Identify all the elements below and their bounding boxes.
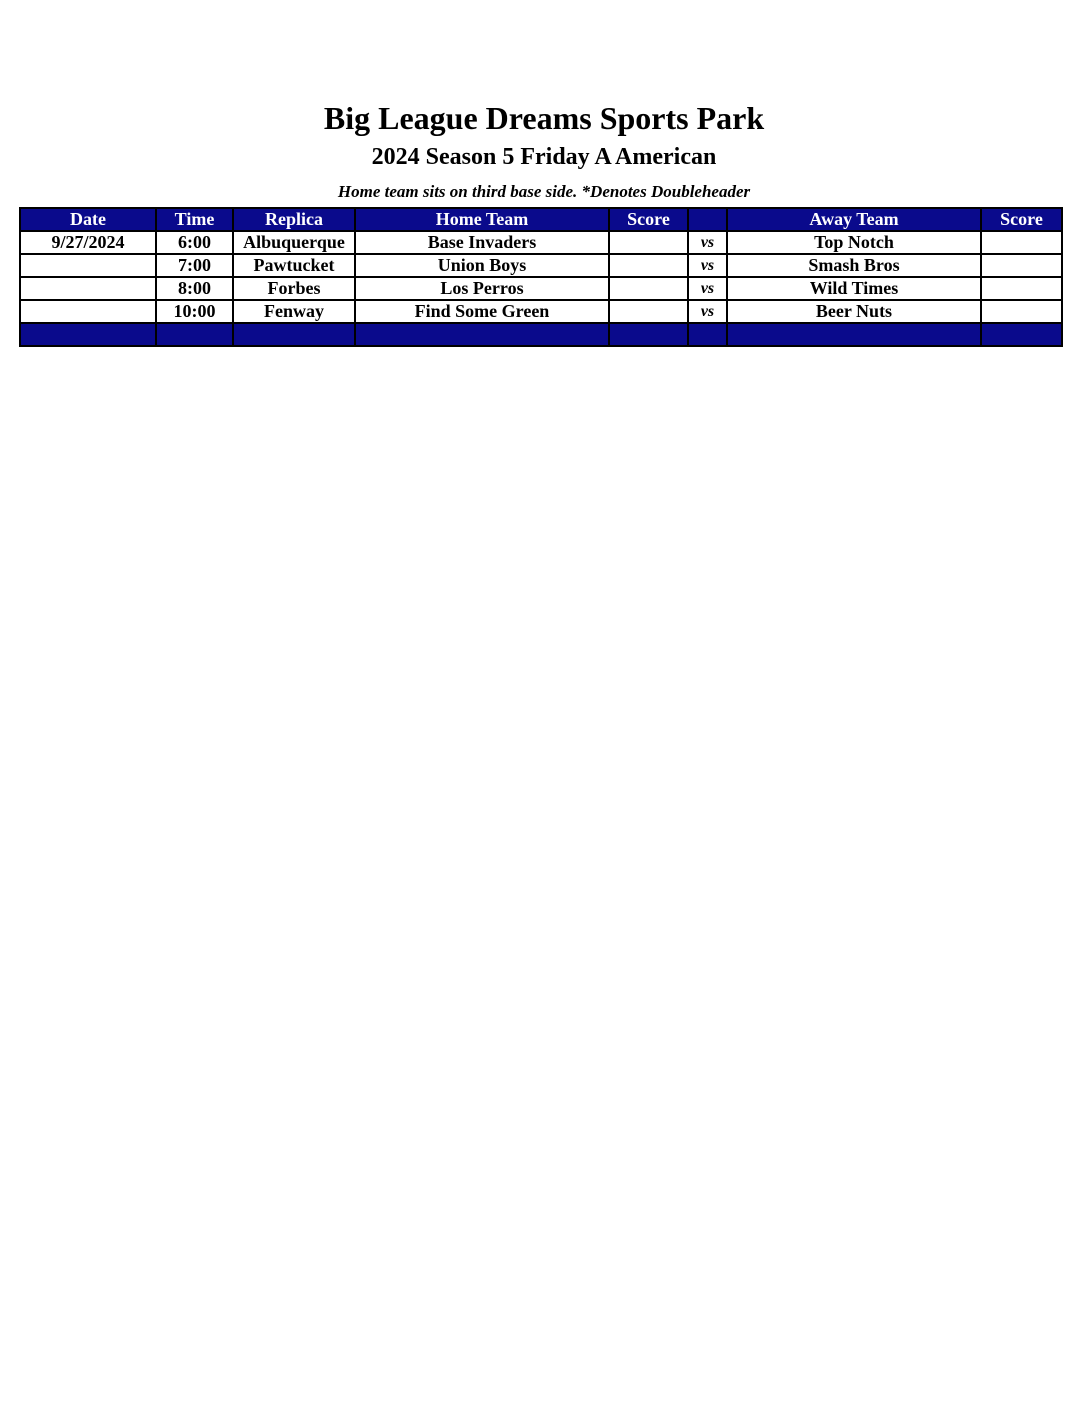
footer-cell (688, 323, 727, 346)
footer-cell (355, 323, 609, 346)
cell-replica: Pawtucket (233, 254, 355, 277)
cell-home-score (609, 231, 688, 254)
column-header-vs (688, 208, 727, 231)
cell-away-score (981, 231, 1062, 254)
page-title: Big League Dreams Sports Park (323, 100, 765, 136)
table-header-row (20, 208, 1062, 231)
cell-home-team: Los Perros (355, 277, 609, 300)
cell-home-team: Base Invaders (355, 231, 609, 254)
column-header-replica: Replica (233, 208, 355, 231)
cell-date (20, 300, 156, 323)
footer-cell (981, 323, 1062, 346)
footer-cell (233, 323, 355, 346)
column-header-home-score: Score (609, 208, 688, 231)
cell-date (20, 254, 156, 277)
column-header-away-score: Score (981, 208, 1062, 231)
column-header-home-team: Home Team (355, 208, 609, 231)
page-subtitle: 2024 Season 5 Friday A American (371, 144, 717, 170)
cell-replica: Fenway (233, 300, 355, 323)
column-header-date: Date (20, 208, 156, 231)
footer-cell (727, 323, 981, 346)
cell-away-score (981, 300, 1062, 323)
cell-replica: Albuquerque (233, 231, 355, 254)
footer-cell (20, 323, 156, 346)
cell-date: 9/27/2024 (20, 231, 156, 254)
cell-replica: Forbes (233, 277, 355, 300)
cell-home-score (609, 277, 688, 300)
cell-date (20, 277, 156, 300)
cell-time: 6:00 (156, 231, 233, 254)
cell-away-score (981, 277, 1062, 300)
cell-away-team: Smash Bros (727, 254, 981, 277)
table-row (20, 277, 1062, 300)
cell-home-score (609, 254, 688, 277)
cell-time: 8:00 (156, 277, 233, 300)
cell-time: 7:00 (156, 254, 233, 277)
column-header-away-team: Away Team (727, 208, 981, 231)
cell-home-team: Find Some Green (355, 300, 609, 323)
table-row (20, 231, 1062, 254)
cell-home-score (609, 300, 688, 323)
footer-cell (609, 323, 688, 346)
cell-vs: vs (688, 254, 727, 277)
schedule-note: Home team sits on third base side. *Denotes Doubleheader (337, 182, 751, 201)
schedule-table (19, 207, 1063, 347)
cell-away-score (981, 254, 1062, 277)
column-header-time: Time (156, 208, 233, 231)
footer-cell (156, 323, 233, 346)
cell-vs: vs (688, 277, 727, 300)
cell-away-team: Beer Nuts (727, 300, 981, 323)
cell-vs: vs (688, 231, 727, 254)
cell-away-team: Wild Times (727, 277, 981, 300)
cell-vs: vs (688, 300, 727, 323)
cell-time: 10:00 (156, 300, 233, 323)
table-footer-row (20, 323, 1062, 346)
table-row (20, 254, 1062, 277)
table-row (20, 300, 1062, 323)
cell-home-team: Union Boys (355, 254, 609, 277)
cell-away-team: Top Notch (727, 231, 981, 254)
